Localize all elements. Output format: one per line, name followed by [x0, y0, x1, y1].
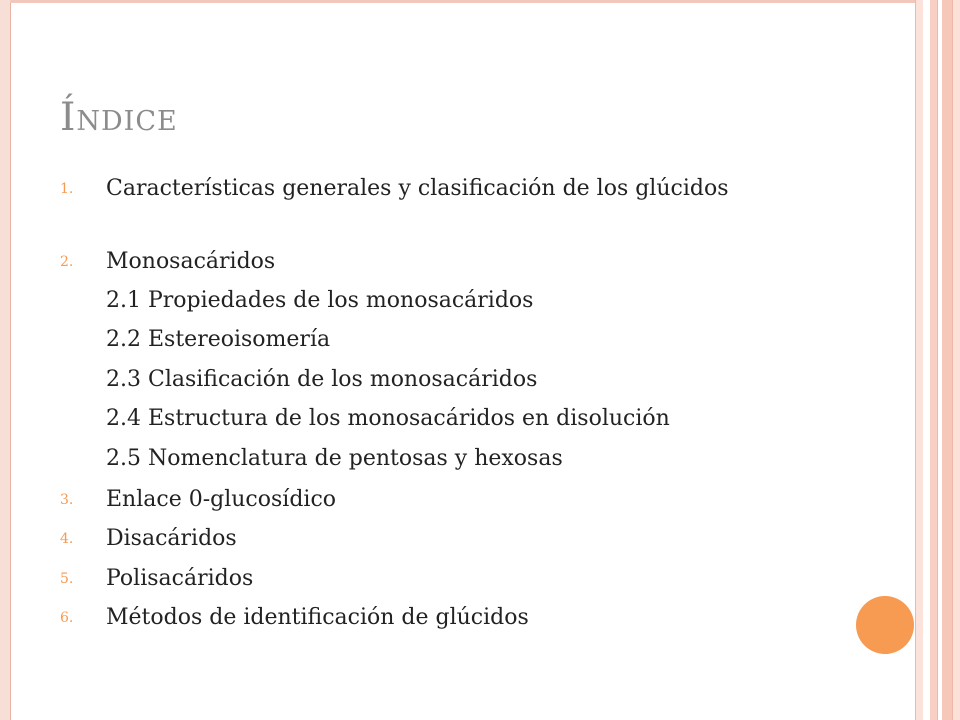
list-number: 2.	[60, 254, 74, 270]
slide-title: Índice	[60, 95, 178, 140]
list-text: Métodos de identificación de glúcidos	[106, 605, 529, 630]
decorative-stripe	[923, 0, 930, 720]
list-number: 3.	[60, 492, 74, 508]
list-text: 2.2 Estereoisomería	[106, 327, 331, 352]
list-text: 2.5 Nomenclatura de pentosas y hexosas	[106, 446, 563, 471]
list-number: 5.	[60, 571, 74, 587]
list-number: 4.	[60, 531, 74, 547]
decorative-stripe	[915, 0, 923, 720]
list-text: Características generales y clasificación de los glúcidos	[106, 176, 729, 201]
list-text: 2.3 Clasificación de los monosacáridos	[106, 367, 538, 392]
decorative-stripe	[930, 0, 937, 720]
decorative-stripe	[942, 0, 952, 720]
list-text: Monosacáridos	[106, 249, 276, 274]
list-text: Enlace 0-glucosídico	[106, 487, 337, 512]
list-text: Disacáridos	[106, 526, 237, 551]
list-text: Polisacáridos	[106, 566, 254, 591]
list-text: 2.1 Propiedades de los monosacáridos	[106, 288, 534, 313]
list-number: 1.	[60, 181, 74, 197]
list-number: 6.	[60, 610, 74, 626]
decorative-stripe	[952, 0, 960, 720]
list-text: 2.4 Estructura de los monosacáridos en disolución	[106, 406, 670, 431]
